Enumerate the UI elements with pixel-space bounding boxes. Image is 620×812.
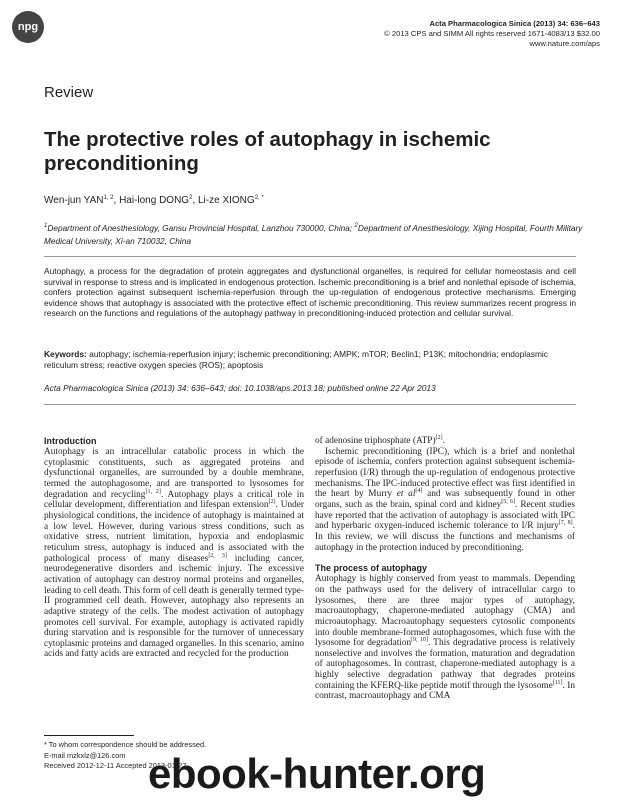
reference-link[interactable]: [7, 8]: [558, 520, 573, 527]
reference-link[interactable]: [11]: [552, 679, 563, 686]
keywords-label: Keywords:: [44, 349, 87, 359]
affiliation-text: Department of Anesthesiology, Xijing Hospital, Fourth Military Medical University, Xi-an 710032, China: [44, 223, 583, 246]
author-affiliation-mark: 2, *: [254, 195, 264, 201]
header-journal-issue: Acta Pharmacologica Sinica (2013) 34: 636–643: [429, 19, 600, 28]
reference-link[interactable]: [9, 10]: [411, 637, 428, 644]
text: .: [442, 436, 445, 446]
text: . In this review, we will discuss the functions and mechanisms of autophagy in the protection induced by preconditioning.: [315, 521, 575, 553]
text: Autophagy is highly conserved from yeast to mammals. Depending on the pathways used for the delivery of intracellular cargo to lysosomes, there are three major types of autophagy, macroautophagy, chaperone-mediated autophagy (CMA) and microautophagy. Macroautophagy sequesters cytosolic components into double membrane-formed autophagosomes, which fuse with the lysosome for degradation: [315, 574, 575, 649]
divider-top: [44, 256, 576, 257]
left-column: [44, 436, 304, 660]
reference-link[interactable]: [4]: [415, 488, 423, 495]
reference-link[interactable]: [1, 2]: [145, 488, 161, 495]
header-url[interactable]: www.nature.com/aps: [529, 39, 600, 48]
paragraph: [44, 447, 304, 660]
text: and was subsequently found in other organs, such as the brain, spinal cord and kidney: [315, 489, 576, 510]
affiliation-number: 2: [354, 223, 358, 229]
npg-logo: npg: [12, 11, 44, 43]
section-heading-introduction: Introduction: [44, 436, 97, 446]
abstract: Autophagy, a process for the degradation of protein aggregates and dysfunctional organelles, is required for cellular homeostasis and cell survival in response to stress and is implicated in endogenous protection. Ischemic preconditioning is a brief and nonlethal episode of ischemia, confers protection against subsequent ischemia-reperfusion through the up-regulation of endogenous protective mechanisms. Emerging evidence shows that autophagy is associated with the protective effect of ischemic preconditioning. This review summarizes recent progress in research on the functions and regulations of the autophagy pathway in preconditioning-induced protection and cellular survival.: [44, 266, 576, 318]
received-accepted-dates: Received 2012-12-11 Accepted 2013-01-27: [44, 761, 187, 770]
text: including cancer, neurodegenerative disorders and ischemic injury. The excessive activation of autophagy can destroy normal proteins and organelles, leading to cell death. This form of cell death is generally termed type-II programmed cell death. However, autophagy also represents an adaptive strategy of the cells. The modest activation of autophagy promotes cell survival. For example, autophagy is activated rapidly during starvation and is responsible for the turnover of unnecessary cytoplasmic proteins and damaged organelles. In this scenario, amino acids and fatty acids are extracted and recycled for the production: [44, 553, 305, 660]
text: of adenosine triphosphate (ATP): [315, 436, 436, 446]
text-italic: et al: [396, 489, 416, 500]
author-name: Li-ze XIONG: [198, 195, 255, 206]
text: . Under physiological conditions, the incidence of autophagy is maintained at a low level. However, during various stress conditions, such as oxidative stress, nutrient limitation, hypoxia and endoplasmic reticulum stress, autophagy is induced and is associated with the pathological process of many diseases: [44, 500, 304, 564]
text: . Recent studies have reported that the activation of autophagy is associated with IPC and hyperbaric oxygen-induced ischemic tolerance to I/R injury: [315, 499, 575, 532]
watermark: ebook-hunter.org: [148, 750, 486, 797]
author-affiliation-mark: 1, 2: [103, 195, 114, 201]
text: . Autophagy plays a critical role in cellular development, differentiation and lifespan extension: [44, 489, 305, 511]
email-link[interactable]: E-mail mzkxlz@126.com: [44, 750, 126, 760]
citation-line: Acta Pharmacologica Sinica (2013) 34: 636–643; doi: 10.1038/aps.2013.18; published online 22 Apr 2013: [44, 383, 436, 393]
correspondence-note: * To whom correspondence should be addressed.: [44, 740, 207, 749]
section-label: Review: [44, 84, 94, 101]
author-name: Hai-long DONG: [119, 195, 190, 206]
right-column: [315, 436, 575, 702]
footnote-rule: [44, 735, 134, 736]
header-copyright: © 2013 CPS and SIMM All rights reserved 1671-4083/13 $32.00: [384, 29, 600, 38]
text: . This degradative process is relatively nonselective and involves the formation, maturation and degradation of autophagosomes. In contrast, chaperone-mediated autophagy is a highly selective degradation pathway that degrades proteins containing the KFERQ-like peptide motif through the lysosome: [315, 638, 575, 691]
article-title: The protective roles of autophagy in ischemic preconditioning: [44, 128, 491, 175]
keywords: [44, 349, 576, 370]
reference-link[interactable]: [5, 6]: [501, 498, 515, 505]
reference-link[interactable]: [2]: [435, 435, 443, 441]
text: Autophagy is an intracellular catabolic process in which the cytoplasmic constituents, such as aggregated proteins and dysfunctional organelles, are surrounded by a double membrane, termed the autophagosome, and are transported to lysosomes for degradation and recycling: [44, 447, 304, 500]
affiliation-text: Department of Anesthesiology, Gansu Provincial Hospital, Lanzhou 730000, China;: [47, 223, 355, 233]
text: . In contrast, macroautophagy and CMA: [315, 680, 575, 702]
author-name: Wen-jun YAN: [44, 195, 104, 206]
paragraph: [315, 574, 575, 702]
paragraph: [315, 447, 575, 554]
author-affiliation-mark: 2: [189, 195, 193, 201]
author-list: Wen-jun YAN$^{1, 2}$, Hai-long DONG$^2$, Li-ze $XIONG^{2, *}$: [44, 195, 264, 206]
reference-link[interactable]: [2]: [268, 499, 276, 506]
divider-bottom: [44, 404, 576, 405]
reference-link[interactable]: [2, 3]: [208, 552, 227, 559]
affiliation-number: 1: [44, 223, 48, 229]
text: Ischemic preconditioning (IPC), which is a brief and nonlethal episode of ischemia, confers protection against subsequent ischemia-reperfusion (I/R) through the up-regulation of endogenous protective mechanisms. The IPC-induced protective effect was first identified in the heart by Murry: [315, 446, 575, 500]
section-heading-process: The process of autophagy: [315, 563, 428, 574]
paragraph: [315, 436, 575, 447]
journal-header: [384, 19, 600, 49]
affiliations: [44, 222, 594, 248]
keywords-text: autophagy; ischemia-reperfusion injury; ischemic preconditioning; AMPK; mTOR; Beclin1; P13K; mitochondria; endoplasmic reticulum stress; reactive oxygen species (ROS); apoptosis: [44, 349, 548, 370]
